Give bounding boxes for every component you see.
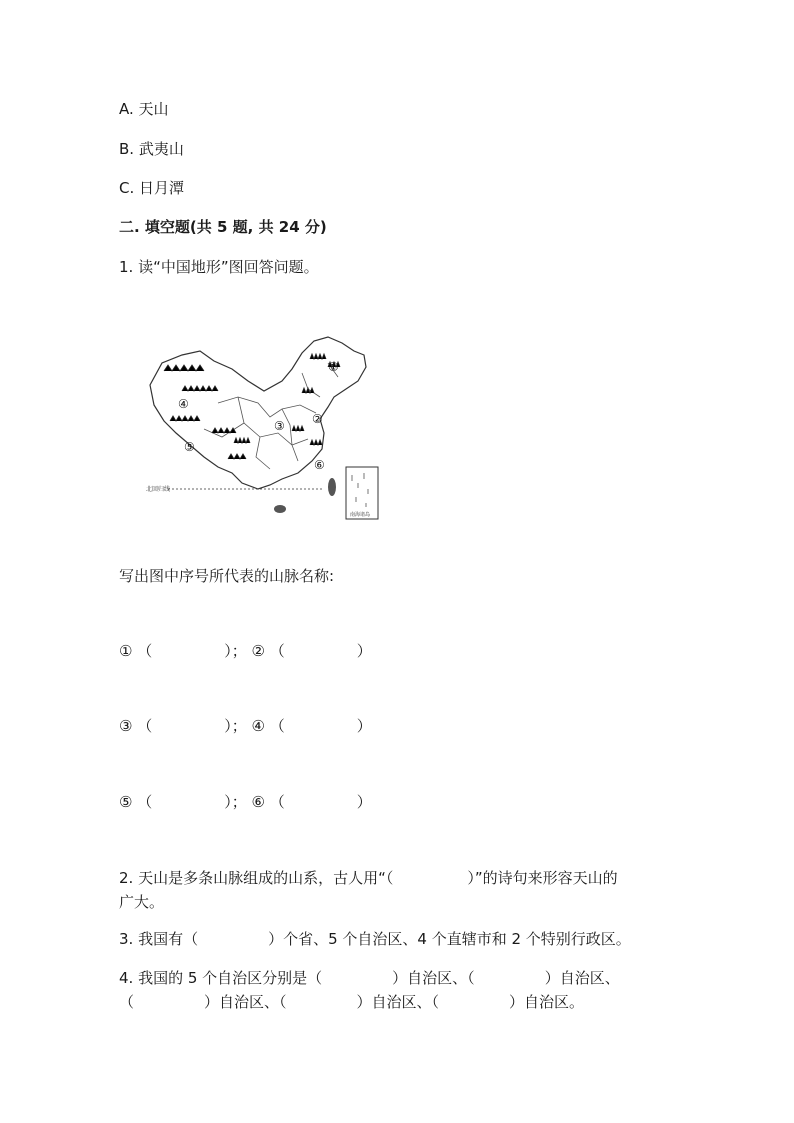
question-2-part1: 2. 天山是多条山脉组成的山系，古人用“（ <box>119 869 394 887</box>
question-3 <box>119 928 631 949</box>
marker-3: ③ <box>119 717 133 735</box>
map-label-6: ⑥ <box>314 458 325 472</box>
map-label-3: ③ <box>274 419 285 433</box>
question-4-text-e: ）自治区、（ <box>204 993 287 1011</box>
answer-row-2: ③ （ ）； ④ （ ） <box>119 717 372 735</box>
question-2-part3: 广大。 <box>119 893 165 911</box>
question-4-text-g: ）自治区。 <box>509 993 585 1011</box>
marker-6: ⑥ <box>251 793 265 811</box>
tropic-label: 北回归线 <box>146 486 171 493</box>
map-label-2: ② <box>312 412 323 426</box>
question-4-text-f: ）自治区、（ <box>356 993 440 1011</box>
map-label-1: ① <box>328 360 339 374</box>
map-label-4: ④ <box>178 397 189 411</box>
question-2-part2: ）”的诗句来形容天山的 <box>467 869 618 887</box>
question-3-part1: 3. 我国有（ <box>119 930 199 948</box>
question-4-text-d: （ <box>119 993 135 1011</box>
option-b: B. 武夷山 <box>119 140 184 158</box>
question-4-text-b: ）自治区、（ <box>392 969 475 987</box>
answer-row-3: ⑤ （ ）； ⑥ （ ） <box>119 793 372 811</box>
hainan-island <box>274 505 286 513</box>
answer-row-1: ① （ ）； ② （ ） <box>119 642 372 660</box>
map-label-5: ⑤ <box>184 440 195 454</box>
marker-2: ② <box>251 642 265 660</box>
question-1-stem: 1. 读“中国地形”图回答问题。 <box>119 258 319 276</box>
question-1-instruction: 写出图中序号所代表的山脉名称: <box>119 567 335 585</box>
marker-5: ⑤ <box>119 793 133 811</box>
marker-4: ④ <box>251 717 265 735</box>
question-4-text-c: ）自治区、 <box>544 969 620 987</box>
option-c: C. 日月潭 <box>119 179 185 197</box>
marker-1: ① <box>119 642 133 660</box>
inset-label: 南海诸岛 <box>350 512 371 518</box>
option-a: A. 天山 <box>119 100 169 118</box>
question-3-part2: ）个省、5 个自治区、4 个直辖市和 2 个特别行政区。 <box>268 930 631 948</box>
question-2 <box>119 866 689 914</box>
taiwan-island <box>328 478 336 496</box>
question-4-text-a: 4. 我国的 5 个自治区分别是（ <box>119 969 323 987</box>
china-terrain-map <box>142 333 387 521</box>
section-title: 二. 填空题(共 5 题, 共 24 分) <box>119 218 327 236</box>
question-4 <box>119 966 689 1014</box>
